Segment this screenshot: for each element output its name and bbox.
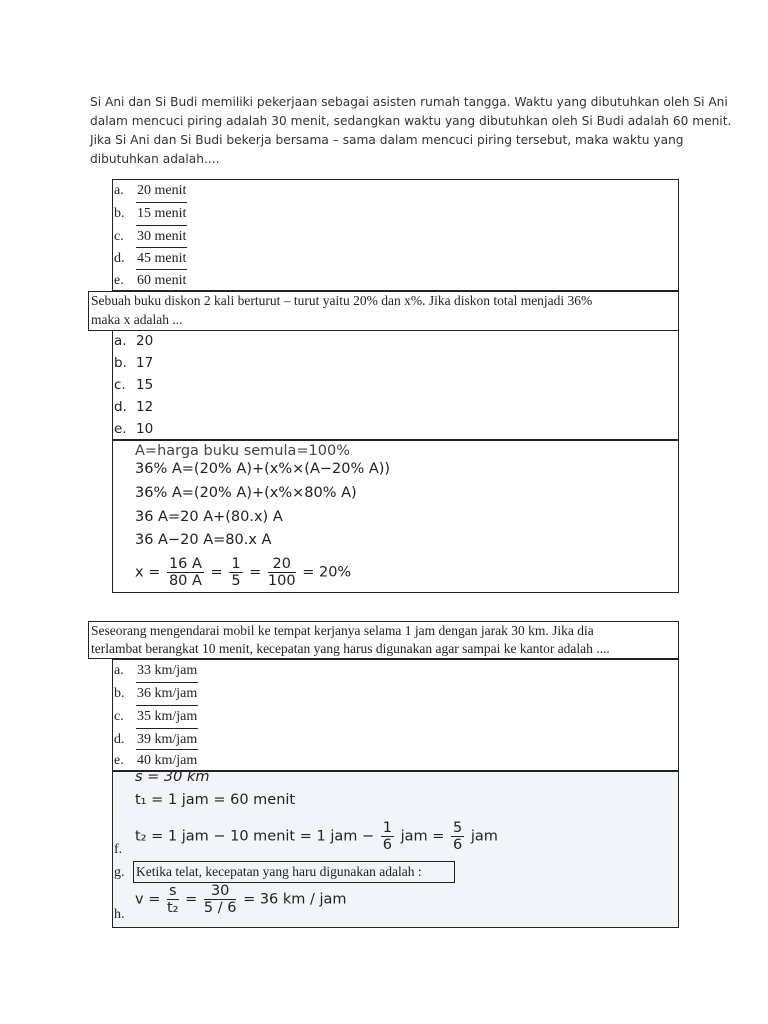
option-letter: b. — [114, 355, 127, 371]
math-text: jam — [470, 828, 498, 845]
q2-option-e[interactable] — [114, 418, 153, 440]
option-letter: b. — [114, 206, 125, 221]
math-text: = — [249, 564, 262, 581]
option-text: 17 — [136, 355, 154, 371]
option-letter: c. — [114, 377, 126, 393]
option-text: 36 km/jam — [136, 682, 198, 705]
numerator: 30 — [204, 883, 237, 900]
math-text: x = — [135, 564, 161, 581]
question-1-text — [90, 93, 732, 169]
q2-option-d[interactable] — [114, 396, 153, 418]
numerator: 5 — [453, 820, 463, 836]
math-text: = — [185, 891, 198, 908]
q1-line: dalam mencuci piring adalah 30 menit, sedangkan waktu yang dibutuhkan oleh Si Budi adalah 60 menit. — [90, 114, 732, 128]
math-text: t₂ = 1 jam − 10 menit = 1 jam − — [135, 828, 375, 845]
fraction — [167, 556, 204, 589]
solution-fraction-line — [135, 556, 351, 589]
q2-option-a[interactable] — [114, 330, 153, 352]
solution-line: s = 30 km — [135, 769, 210, 785]
solution-v-line — [135, 883, 347, 916]
option-letter: c. — [114, 229, 124, 244]
q1-line: Jika Si Ani dan Si Budi bekerja bersama – sama dalam mencuci piring tersebut, maka waktu yang — [90, 133, 684, 147]
math-text: v = — [135, 891, 161, 908]
option-text: 35 km/jam — [136, 705, 198, 728]
numerator: 16 A — [168, 556, 202, 572]
option-text: 12 — [136, 399, 154, 415]
q3-option-b[interactable] — [114, 682, 198, 704]
g-statement: Ketika telat, kecepatan yang haru digunakan adalah : — [136, 864, 422, 879]
math-text: = 20% — [302, 564, 352, 581]
option-text: 40 km/jam — [136, 749, 198, 772]
option-letter: a. — [114, 333, 127, 349]
option-letter: a. — [114, 183, 124, 198]
option-letter: d. — [114, 399, 127, 415]
solution-letter: g. — [114, 865, 125, 880]
option-text: 30 menit — [136, 225, 187, 248]
numerator: 20 — [268, 556, 296, 573]
q1-line: Si Ani dan Si Budi memiliki pekerjaan sebagai asisten rumah tangga. Waktu yang dibutuhkan oleh Si Ani — [90, 95, 728, 109]
q3-line: Seseorang mengendarai mobil ke tempat kerjanya selama 1 jam dengan jarak 30 km. Jika dia — [91, 623, 594, 638]
option-text: 60 menit — [136, 269, 187, 292]
q2-line: Sebuah buku diskon 2 kali berturut – turut yaitu 20% dan x%. Jika diskon total menjadi 36% — [91, 293, 593, 308]
option-letter: c. — [114, 709, 124, 724]
option-letter: b. — [114, 686, 125, 701]
option-text: 15 menit — [136, 202, 187, 225]
q1-option-d[interactable] — [114, 247, 187, 269]
fraction — [451, 820, 464, 853]
numerator: 1 — [382, 820, 392, 836]
q1-option-a[interactable] — [114, 179, 187, 201]
option-letter: d. — [114, 251, 125, 266]
solution-line: t₁ = 1 jam = 60 menit — [135, 792, 296, 808]
denominator: 6 — [453, 837, 463, 853]
q3-option-c[interactable] — [114, 705, 198, 727]
q2-options-box — [112, 330, 679, 440]
fraction — [229, 556, 242, 589]
denominator: 5 / 6 — [203, 900, 237, 916]
option-text: 33 km/jam — [136, 659, 198, 682]
q1-option-b[interactable] — [114, 202, 187, 224]
q2-option-b[interactable] — [114, 352, 153, 374]
solution-line: A=harga buku semula=100% — [135, 443, 351, 459]
q3-line: terlambat berangkat 10 menit, kecepatan yang harus digunakan agar sampai ke kantor adalah .... — [91, 641, 610, 656]
option-letter: d. — [114, 732, 125, 747]
fraction — [167, 883, 179, 916]
solution-letter: h. — [114, 907, 125, 922]
denominator: 100 — [267, 573, 296, 589]
solution-t2-line — [135, 820, 498, 853]
fraction — [381, 820, 394, 853]
q1-line: dibutuhkan adalah.... — [90, 152, 220, 166]
option-text: 20 menit — [136, 179, 187, 202]
option-letter: e. — [114, 421, 127, 437]
option-text: 39 km/jam — [136, 728, 198, 751]
option-text: 15 — [136, 377, 154, 393]
q3-option-e[interactable] — [114, 749, 198, 771]
option-letter: a. — [114, 663, 124, 678]
option-text: 10 — [136, 421, 154, 437]
denominator: t₂ — [166, 900, 179, 916]
numerator: 1 — [231, 556, 241, 572]
denominator: 80 A — [168, 573, 202, 589]
math-text: = — [210, 564, 223, 581]
denominator: 6 — [382, 837, 392, 853]
option-text: 20 — [136, 333, 154, 349]
math-text: jam = — [400, 828, 445, 845]
solution-letter: f. — [114, 842, 123, 857]
solution-line: 36% A=(20% A)+(x%×80% A) — [135, 485, 357, 501]
solution-line: 36% A=(20% A)+(x%×(A−20% A)) — [135, 461, 391, 477]
q1-option-c[interactable] — [114, 225, 187, 247]
option-text: 45 menit — [136, 247, 187, 270]
solution-line: 36 A=20 A+(80.x) A — [135, 509, 283, 525]
q2-line: maka x adalah ... — [91, 312, 183, 327]
q2-option-c[interactable] — [114, 374, 153, 396]
q3-option-a[interactable] — [114, 659, 198, 681]
fraction — [268, 556, 296, 589]
q3-option-d[interactable] — [114, 728, 198, 750]
numerator: s — [168, 883, 177, 899]
q1-options-box — [112, 179, 679, 291]
q1-option-e[interactable] — [114, 269, 187, 291]
denominator: 5 — [231, 573, 241, 589]
option-letter: e. — [114, 273, 124, 288]
fraction — [204, 883, 237, 916]
solution-line: 36 A−20 A=80.x A — [135, 532, 272, 548]
math-text: = 36 km / jam — [243, 891, 347, 908]
option-letter: e. — [114, 753, 124, 768]
